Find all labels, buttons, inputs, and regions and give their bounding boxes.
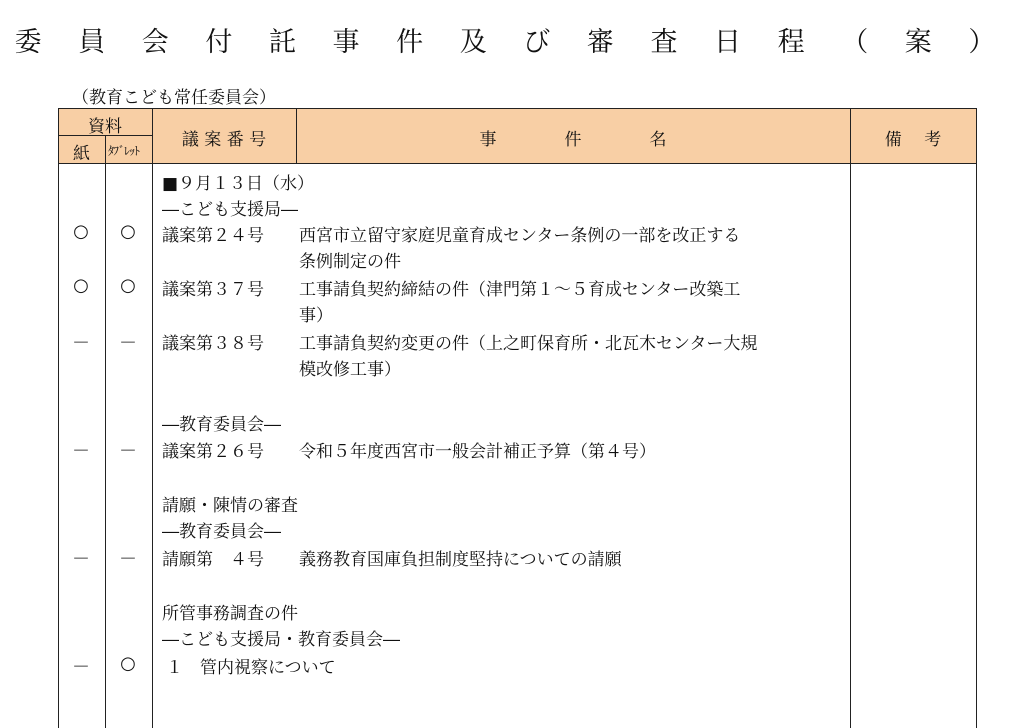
survey-item-number: １: [166, 658, 183, 678]
remarks-left-border: [850, 108, 851, 728]
petition-number: 請願第 ４号: [162, 550, 264, 570]
bill-name: 工事請負契約変更の件（上之町保育所・北瓦木センター大規: [299, 334, 758, 354]
dept-heading: ―教育委員会―: [162, 415, 281, 435]
dept-heading: ―こども支援局―: [162, 200, 298, 220]
bill-number: 議案第２６号: [162, 442, 264, 462]
bill-name-cont: 模改修工事）: [299, 360, 401, 380]
header-remarks: 備 考: [884, 130, 942, 150]
tablet-mark: －: [119, 441, 137, 462]
header-bottom-border: [58, 163, 976, 164]
bill-name: 令和５年度西宮市一般会計補正予算（第４号）: [299, 442, 656, 462]
materials-right-border: [152, 108, 153, 728]
tablet-mark: －: [119, 333, 137, 354]
petition-name: 義務教育国庫負担制度堅持についての請願: [299, 550, 622, 570]
document-title: 委 員 会 付 託 事 件 及 び 審 査 日 程 （ 案 ）: [14, 27, 1010, 58]
bill-number: 議案第２４号: [162, 226, 264, 246]
paper-mark: －: [72, 441, 90, 462]
paper-mark: ○: [73, 275, 89, 296]
section-heading: 請願・陳情の審査: [162, 496, 298, 516]
header-case-name: 事 件 名: [479, 130, 667, 150]
header-materials: 資料: [88, 117, 122, 137]
header-tablet: ﾀﾌﾞﾚｯﾄ: [108, 144, 140, 158]
bill-name-cont: 事）: [299, 306, 333, 326]
paper-mark: －: [72, 657, 90, 678]
bill-name-cont: 条例制定の件: [299, 252, 401, 272]
paper-mark: ○: [73, 221, 89, 242]
tablet-mark: －: [119, 549, 137, 570]
schedule-table: [58, 108, 976, 728]
committee-name: （教育こども常任委員会）: [72, 88, 276, 108]
survey-item-name: 管内視察について: [200, 658, 336, 678]
bill-number: 議案第３８号: [162, 334, 264, 354]
paper-mark: －: [72, 333, 90, 354]
tablet-mark: ○: [120, 653, 136, 674]
bill-name: 工事請負契約締結の件（津門第１～５育成センター改築工: [299, 280, 741, 300]
table-right-border: [976, 108, 977, 728]
table-left-border: [58, 108, 59, 728]
header-bill-number: 議 案 番 号: [181, 130, 267, 150]
tablet-mark: ○: [120, 221, 136, 242]
paper-mark: －: [72, 549, 90, 570]
dept-heading: ―こども支援局・教育委員会―: [162, 630, 400, 650]
dept-heading: ―教育委員会―: [162, 522, 281, 542]
tablet-mark: ○: [120, 275, 136, 296]
table-top-border: [58, 108, 976, 109]
session-date: ■９月１３日（水）: [162, 174, 315, 194]
section-heading: 所管事務調査の件: [162, 604, 298, 624]
header-paper: 紙: [73, 144, 90, 164]
bill-number: 議案第３７号: [162, 280, 264, 300]
bill-name: 西宮市立留守家庭児童育成センター条例の一部を改正する: [299, 226, 741, 246]
